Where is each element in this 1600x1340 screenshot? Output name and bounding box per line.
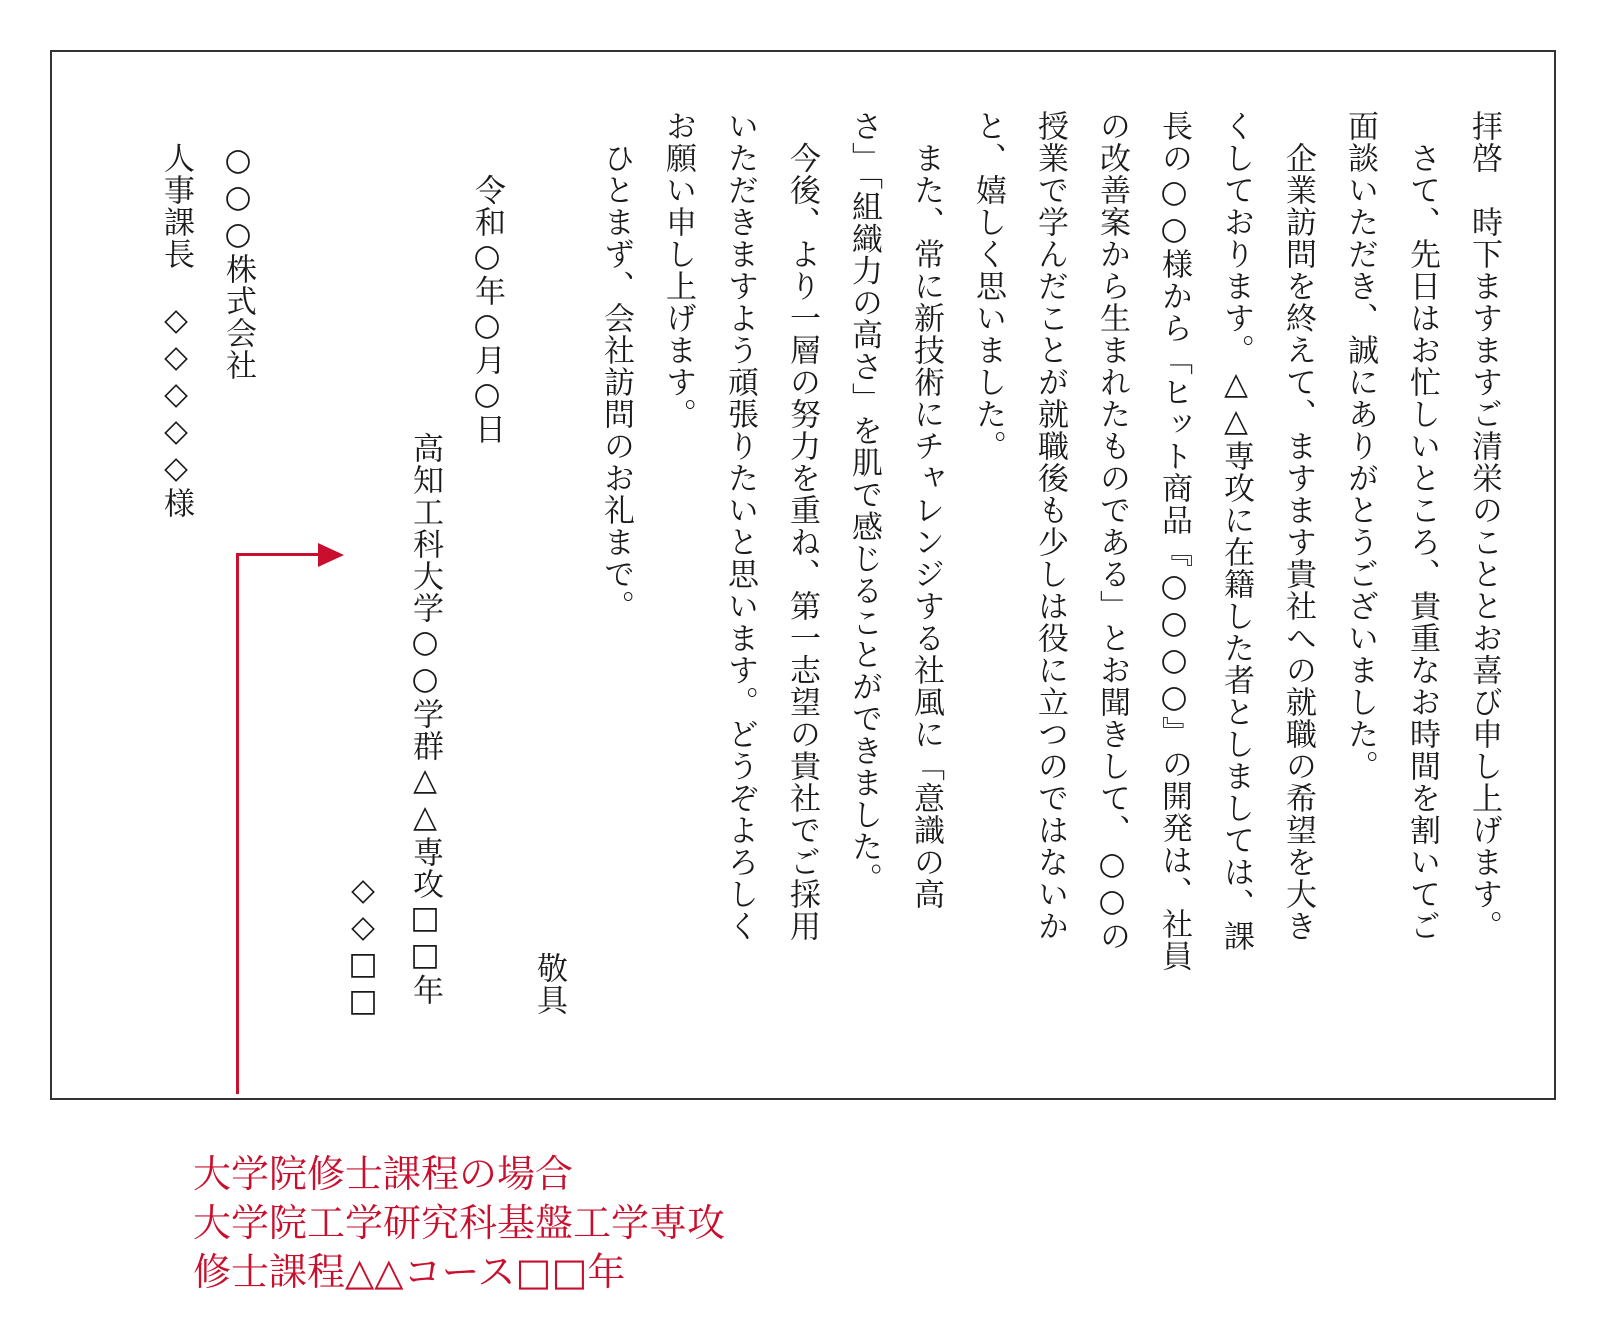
body-line-6: 長の○○様から「ヒット商品『○○○○』の開発は、社員 (1156, 110, 1192, 972)
annotation-arrow-icon (318, 543, 344, 567)
annotation-leader-horizontal (236, 553, 322, 556)
closing-keigu: 敬具 (531, 952, 567, 1016)
annotation-line-2: 大学院工学研究科基盤工学専攻 (193, 1201, 726, 1245)
annotation-line-3: 修士課程△△コース□□年 (193, 1250, 626, 1294)
body-line-9: と、嬉しく思いました。 (970, 110, 1006, 462)
body-line-13: いただきますよう頑張りたいと思います。どうぞよろしく (722, 110, 758, 942)
body-line-12: 今後、より一層の努力を重ね、第一志望の貴社でご採用 (784, 110, 820, 942)
body-line-7: の改善案から生まれたものである」とお聞きして、○○の (1094, 110, 1130, 952)
letter-date: 令和○年○月○日 (469, 174, 505, 445)
recipient-company: ○○○株式会社 (220, 142, 256, 381)
body-line-4: 企業訪問を終えて、ますます貴社への就職の希望を大き (1280, 110, 1316, 942)
recipient-person: 人事課長 ◇◇◇◇◇様 (158, 142, 194, 519)
body-line-15: ひとまず、会社訪問のお礼まで。 (598, 110, 634, 622)
body-line-1: 拝啓 時下ますますご清栄のこととお喜び申し上げます。 (1466, 110, 1502, 942)
body-line-3: 面談いただき、誠にありがとうございました。 (1342, 110, 1378, 782)
annotation-note (193, 1150, 725, 1297)
body-line-2: さて、先日はお忙しいところ、貴重なお時間を割いてご (1404, 110, 1440, 942)
body-line-11: さ」「組織力の高さ」を肌で感じることができました。 (846, 110, 882, 895)
body-line-5: くしております。△△専攻に在籍した者としましては、課 (1218, 110, 1254, 952)
body-line-10: また、常に新技術にチャレンジする社風に「意識の高 (908, 110, 944, 910)
sender-affiliation: 高知工科大学○○学群△△専攻□□年 (407, 432, 443, 1006)
annotation-line-1: 大学院修士課程の場合 (193, 1152, 574, 1196)
body-line-8: 授業で学んだことが就職後も少しは役に立つのではないか (1032, 110, 1068, 942)
letter-frame (50, 50, 1556, 1100)
sender-name: ◇◇□□ (345, 872, 381, 1020)
annotation-leader-vertical (236, 554, 239, 1094)
body-line-14: お願い申し上げます。 (660, 110, 696, 430)
